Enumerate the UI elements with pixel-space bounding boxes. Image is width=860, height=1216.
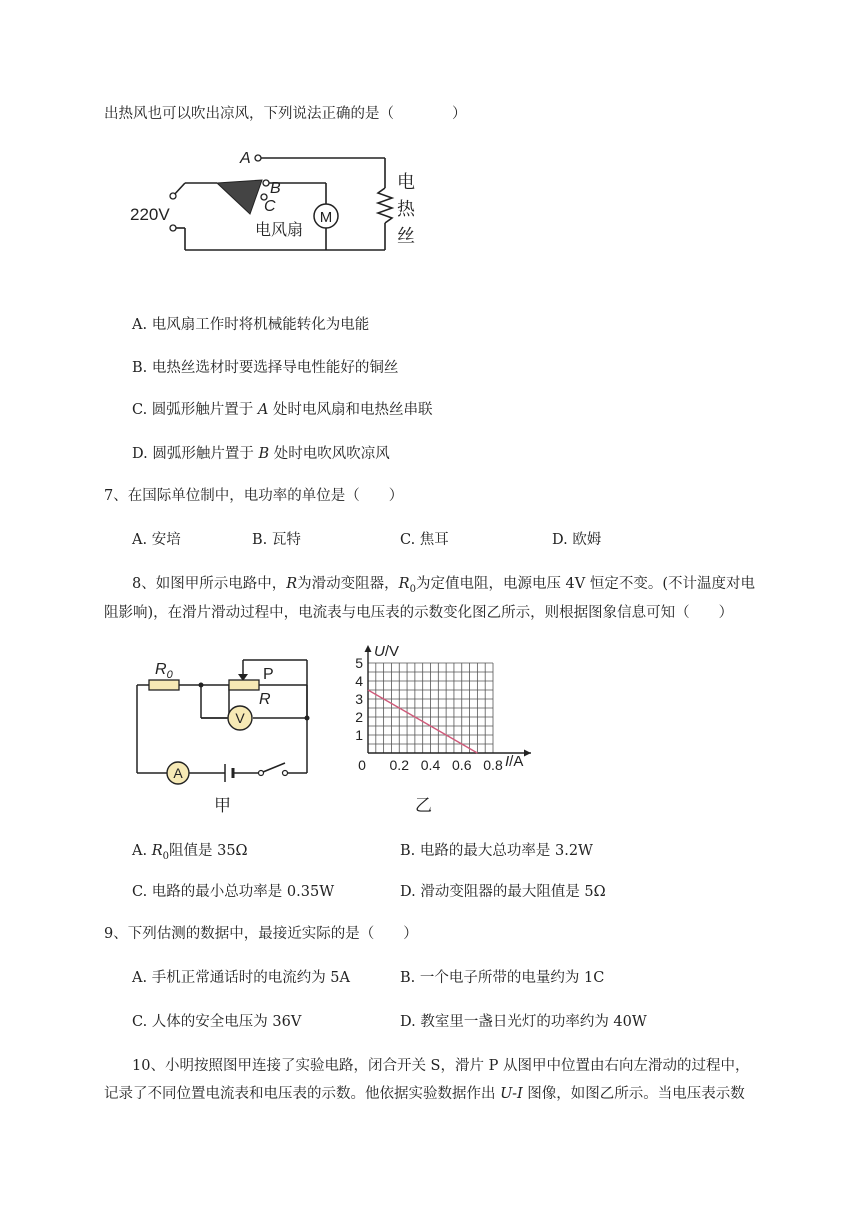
q6-option-d: D. 圆弧形触片置于 B 处时电吹风吹凉风 <box>132 446 390 462</box>
hair-dryer-circuit-figure <box>125 140 435 265</box>
q7-option-a: A. 安培 <box>132 532 181 548</box>
slider-p-label: P <box>263 666 274 683</box>
q8-stem-line-1: 8、如图甲所示电路中，R为滑动变阻器，$R_0$为定值电阻，电源电压 4V 恒定不变。(不计温度对电 <box>132 576 756 595</box>
q8-option-a: A. $R_0$阻值是 35Ω <box>132 843 248 862</box>
heater-label-3: 丝 <box>397 226 415 246</box>
ammeter-symbol: A <box>173 765 183 781</box>
q8-stem-line-2: 阻影响)，在滑片滑动过程中，电流表与电压表的示数变化图乙所示，则根据图象信息可知（ ） <box>104 605 734 621</box>
terminal-a-label: A <box>240 150 251 167</box>
motor-symbol: M <box>319 209 333 226</box>
x-tick-label: 0.2 <box>389 757 409 773</box>
q6-option-c: C. 圆弧形触片置于 A 处时电风扇和电热丝串联 <box>132 402 433 418</box>
x-tick-label: 0 <box>358 757 366 773</box>
y-tick-label: 1 <box>355 727 363 743</box>
fan-label: 电风扇 <box>255 222 304 239</box>
q7-option-c: C. 焦耳 <box>400 532 449 548</box>
q9-option-c: C. 人体的安全电压为 36V <box>132 1014 302 1030</box>
y-tick-label: 2 <box>355 709 363 725</box>
q10-line-1: 10、小明按照图甲连接了实验电路，闭合开关 S，滑片 P 从图甲中位置由右向左滑动的过程中， <box>132 1058 750 1074</box>
x-axis-arrow <box>524 750 531 757</box>
y-axis-label: U/V <box>374 643 400 660</box>
q6-option-b: B. 电热丝选材时要选择导电性能好的铜丝 <box>132 360 399 376</box>
terminal-b-label: B <box>270 180 281 197</box>
q7-option-d: D. 欧姆 <box>552 532 602 548</box>
q7-option-b: B. 瓦特 <box>252 532 301 548</box>
q7-stem: 7、在国际单位制中，电功率的单位是（ ） <box>104 488 404 504</box>
y-tick-label: 4 <box>355 673 363 689</box>
y-axis-arrow <box>365 645 372 652</box>
heater-label-1: 电 <box>397 172 415 192</box>
q9-stem: 9、下列估测的数据中，最接近实际的是（ ） <box>104 926 418 942</box>
y-tick-label: 3 <box>355 691 363 707</box>
x-axis-label: I/A <box>505 753 524 770</box>
graph-caption-yi: 乙 <box>415 796 432 815</box>
u-i-graph <box>340 640 540 815</box>
r0-label: $R_0$ <box>155 661 173 681</box>
q9-option-d: D. 教室里一盏日光灯的功率约为 40W <box>400 1014 647 1030</box>
terminal-c-label: C <box>264 198 276 215</box>
q10-line-2: 记录了不同位置电流表和电压表的示数。他依据实验数据作出 U-I 图像，如图乙所示。当电压表示数 <box>104 1086 745 1102</box>
q8-option-d: D. 滑动变阻器的最大阻值是 5Ω <box>400 884 606 900</box>
heater-label-2: 热 <box>397 199 415 219</box>
q6-stem-tail: 出热风也可以吹出凉风，下列说法正确的是（ ） <box>104 106 467 122</box>
voltage-label: 220V <box>130 205 170 224</box>
q6-option-a: A. 电风扇工作时将机械能转化为电能 <box>132 317 370 333</box>
q8-option-c: C. 电路的最小总功率是 0.35W <box>132 884 335 900</box>
q9-option-a: A. 手机正常通话时的电流约为 5A <box>132 970 350 986</box>
voltmeter-symbol: V <box>235 710 245 726</box>
x-tick-label: 0.6 <box>452 757 472 773</box>
circuit-diagram-jia <box>125 650 325 820</box>
q8-option-b: B. 电路的最大总功率是 3.2W <box>400 843 593 859</box>
circuit-caption-jia: 甲 <box>214 796 231 815</box>
x-tick-label: 0.4 <box>420 757 441 773</box>
x-tick-label: 0.8 <box>483 757 503 773</box>
q9-option-b: B. 一个电子所带的电量约为 1C <box>400 970 605 986</box>
y-tick-label: 5 <box>355 655 363 671</box>
rheostat-r-label: R <box>259 691 271 708</box>
